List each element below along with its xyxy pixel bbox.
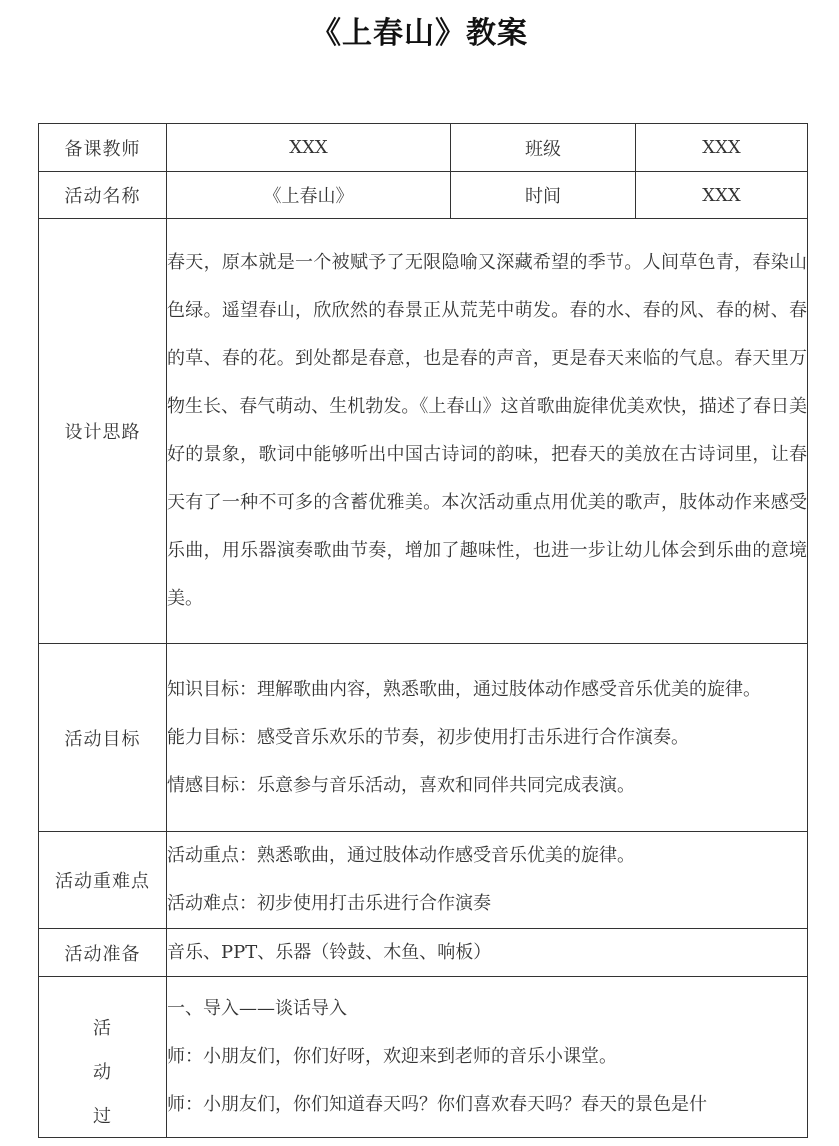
process-row <box>39 977 808 1138</box>
ability-goal: 能力目标：感受音乐欢乐的节奏，初步使用打击乐进行合作演奏。 <box>167 726 689 748</box>
class-label: 班级 <box>451 124 636 172</box>
goals-row <box>39 644 808 832</box>
activity-name-label: 活动名称 <box>39 172 167 219</box>
key-focus: 活动重点：熟悉歌曲，通过肢体动作感受音乐优美的旋律。 <box>167 845 635 866</box>
class-value: XXX <box>636 124 808 172</box>
key-points-label: 活动重难点 <box>39 832 167 929</box>
emotion-goal: 情感目标：乐意参与音乐活动，喜欢和同伴共同完成表演。 <box>167 774 635 796</box>
key-difficulty: 活动难点：初步使用打击乐进行合作演奏 <box>167 893 491 914</box>
process-label-char: 动 <box>93 1062 112 1083</box>
prep-label: 活动准备 <box>39 929 167 977</box>
page-title: 《上春山》教案 <box>311 16 528 51</box>
time-value: XXX <box>636 172 808 219</box>
knowledge-goal: 知识目标：理解歌曲内容，熟悉歌曲，通过肢体动作感受音乐优美的旋律。 <box>167 678 761 700</box>
process-label-char: 过 <box>93 1106 112 1127</box>
time-label: 时间 <box>451 172 636 219</box>
design-text: 春天，原本就是一个被赋予了无限隐喻又深藏希望的季节。人间草色青，春染山色绿。遥望春山，欣欣然的春景正从荒芜中萌发。春的水、春的风、春的树、春的草、春的花。到处都是春意，也是春的声音，更是春天来临的气息。春天里万物生长、春气萌动、生机勃发。《上春山》这首歌曲旋律优美欢快，描述了春日美好的景象，歌词中能够听出中国古诗词的韵味，把春天的美放在古诗词里，让春天有了一种不可多的含蓄优雅美。本次活动重点用优美的歌声，肢体动作来感受乐曲，用乐器演奏歌曲节奏，增加了趣味性，也进一步让幼儿体会到乐曲的意境美。 <box>167 252 807 609</box>
activity-name-value: 《上春山》 <box>167 172 451 219</box>
lesson-plan-table <box>38 123 808 1138</box>
goals-label: 活动目标 <box>39 644 167 832</box>
design-content <box>167 219 808 644</box>
prep-content <box>167 929 808 977</box>
prep-row <box>39 929 808 977</box>
key-points-row <box>39 832 808 929</box>
process-line: 师：小朋友们，你们好呀，欢迎来到老师的音乐小课堂。 <box>167 1046 617 1067</box>
info-row-teacher <box>39 124 808 172</box>
info-row-activity <box>39 172 808 219</box>
goals-content <box>167 644 808 832</box>
process-content <box>167 977 808 1138</box>
process-label-char: 活 <box>93 1018 112 1039</box>
key-points-content <box>167 832 808 929</box>
teacher-label: 备课教师 <box>39 124 167 172</box>
process-line: 师：小朋友们，你们知道春天吗？你们喜欢春天吗？春天的景色是什 <box>167 1094 707 1115</box>
prep-text: 音乐、PPT、乐器（铃鼓、木鱼、响板） <box>167 941 492 963</box>
process-label <box>39 977 167 1138</box>
teacher-value: XXX <box>167 124 451 172</box>
design-label: 设计思路 <box>39 219 167 644</box>
design-row <box>39 219 808 644</box>
process-line: 一、导入——谈话导入 <box>167 998 347 1019</box>
